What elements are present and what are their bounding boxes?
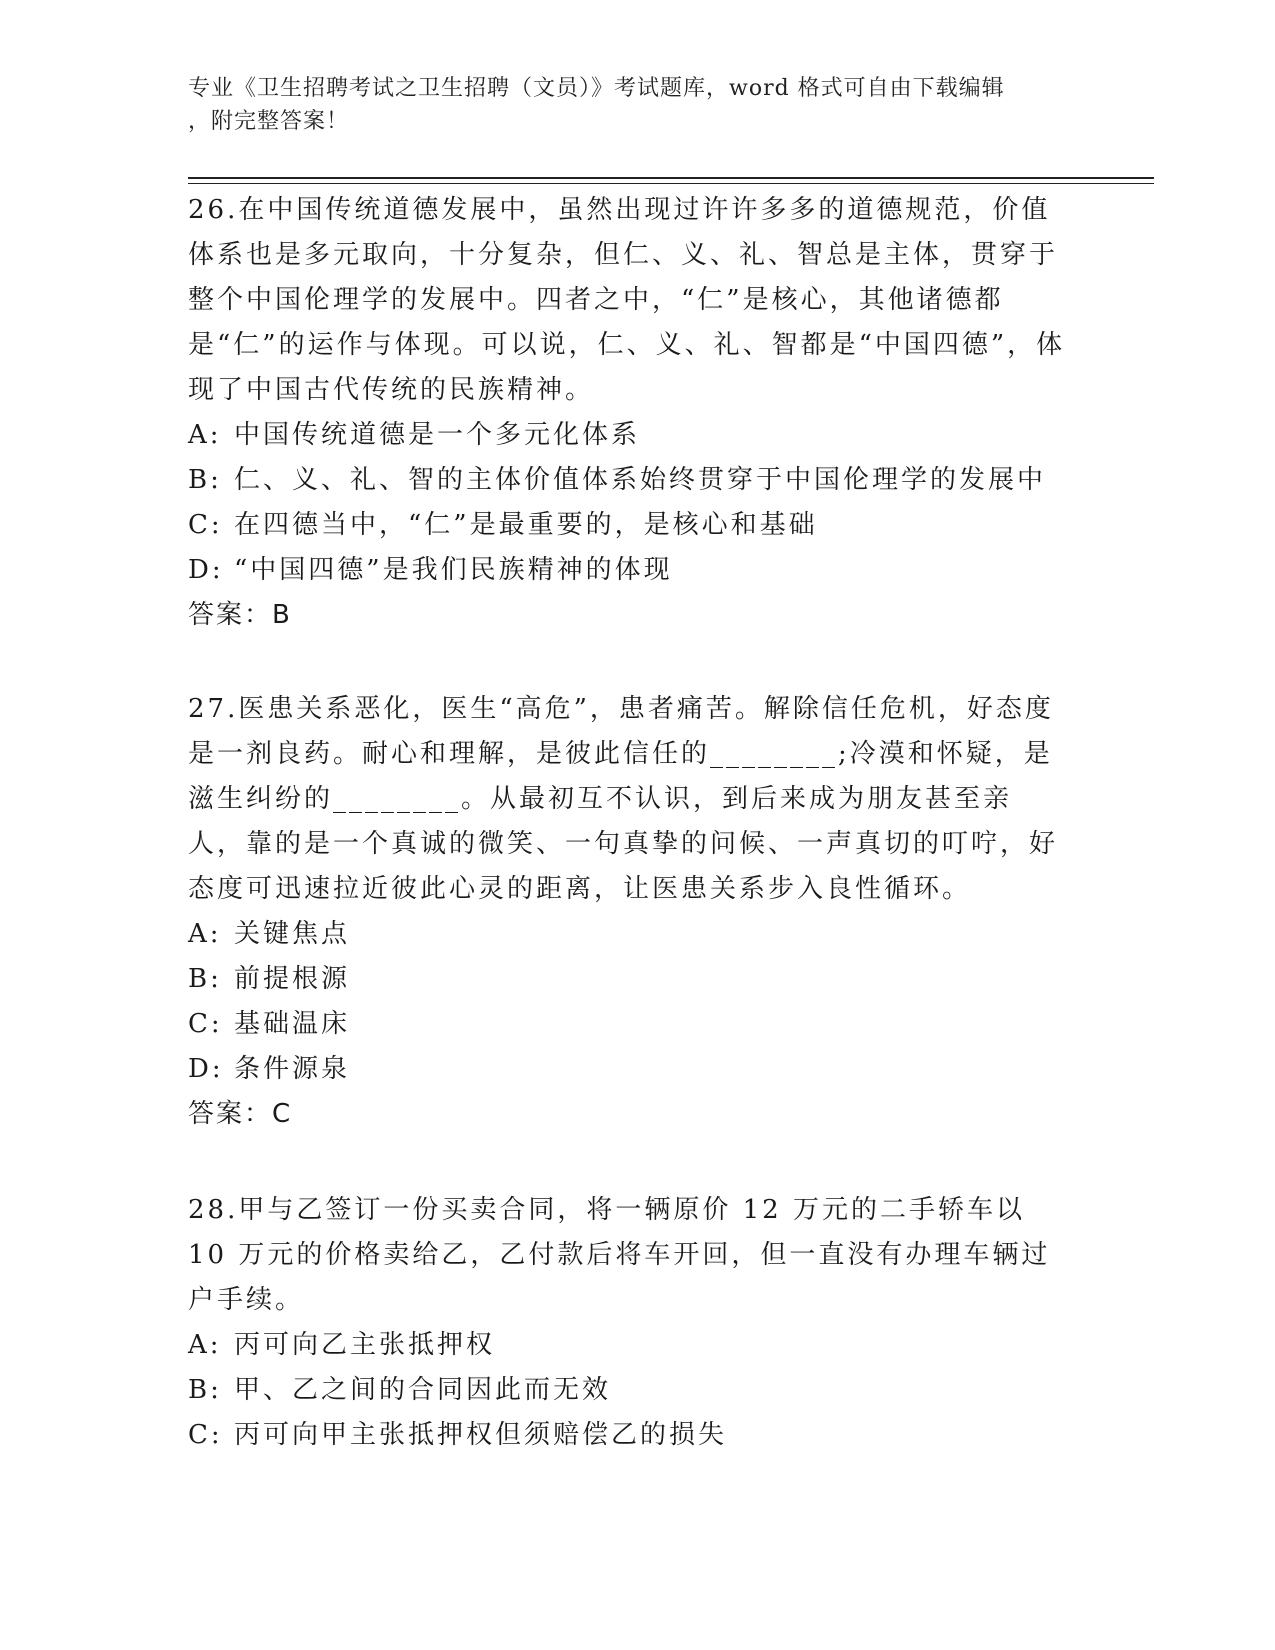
question-27 — [188, 687, 1068, 1137]
option-key: A: — [188, 420, 222, 450]
option-text: 丙可向乙主张抵押权 — [234, 1330, 496, 1360]
header-divider-thin — [188, 183, 1154, 184]
question-stem: 28.甲与乙签订一份买卖合同，将一辆原价 12 万元的二手轿车以 10 万元的价格卖给乙，乙付款后将车开回，但一直没有办理车辆过户手续。 — [188, 1195, 1051, 1315]
option-key: C: — [188, 510, 223, 540]
option-key: D: — [188, 555, 224, 585]
option-text: 丙可向甲主张抵押权但须赔偿乙的损失 — [234, 1420, 728, 1450]
answer-text: 答案：C — [188, 1099, 293, 1129]
option-text: 在四德当中，“仁”是最重要的，是核心和基础 — [234, 510, 818, 540]
option-key: C: — [188, 1420, 223, 1450]
option-a — [188, 1323, 1068, 1368]
option-text: 中国传统道德是一个多元化体系 — [234, 420, 641, 450]
option-a — [188, 413, 1068, 458]
header-divider — [188, 177, 1154, 179]
option-key: B: — [188, 964, 222, 994]
option-b — [188, 1368, 1068, 1413]
question-stem: 26.在中国传统道德发展中，虽然出现过许许多多的道德规范，价值体系也是多元取向，十分复杂，但仁、义、礼、智总是主体，贯穿于整个中国伦理学的发展中。四者之中，“仁”是核心，其他诸德都是“仁”的运作与体现。可以说，仁、义、礼、智都是“中国四德”，体现了中国古代传统的民族精神。 — [188, 195, 1066, 405]
answer-text: 答案：B — [188, 600, 292, 630]
option-key: A: — [188, 1330, 222, 1360]
option-b — [188, 458, 1068, 503]
option-key: C: — [188, 1009, 223, 1039]
header-line-1: 专业《卫生招聘考试之卫生招聘（文员）》考试题库，word 格式可自由下载编辑 — [188, 76, 1005, 101]
option-key: A: — [188, 919, 222, 949]
option-text: 基础温床 — [234, 1009, 351, 1039]
option-text: 仁、义、礼、智的主体价值体系始终贯穿于中国伦理学的发展中 — [234, 465, 1047, 495]
option-d — [188, 548, 1068, 593]
option-key: B: — [188, 1375, 222, 1405]
option-b — [188, 957, 1068, 1002]
option-key: B: — [188, 465, 222, 495]
option-text: “中国四德”是我们民族精神的体现 — [234, 555, 673, 585]
question-26 — [188, 188, 1068, 638]
option-c — [188, 503, 1068, 548]
option-text: 甲、乙之间的合同因此而无效 — [234, 1375, 612, 1405]
option-text: 条件源泉 — [234, 1054, 351, 1084]
option-text: 关键焦点 — [234, 919, 351, 949]
option-key: D: — [188, 1054, 224, 1084]
option-a — [188, 912, 1068, 957]
document-header — [188, 72, 1068, 138]
option-c — [188, 1002, 1068, 1047]
question-28 — [188, 1188, 1068, 1458]
option-text: 前提根源 — [234, 964, 351, 994]
option-d — [188, 1047, 1068, 1092]
option-c — [188, 1413, 1068, 1458]
header-line-2: ，附完整答案！ — [188, 109, 350, 134]
question-stem: 27.医患关系恶化，医生“高危”，患者痛苦。解除信任危机，好态度是一剂良药。耐心和理解，是彼此信任的________;冷漠和怀疑，是滋生纠纷的________。从最初互不认识，到后来成为朋友甚至亲人，靠的是一个真诚的微笑、一句真挚的问候、一声真切的叮咛，好态度可迅速拉近彼此心灵的距离，让医患关系步入良性循环。 — [188, 694, 1059, 904]
